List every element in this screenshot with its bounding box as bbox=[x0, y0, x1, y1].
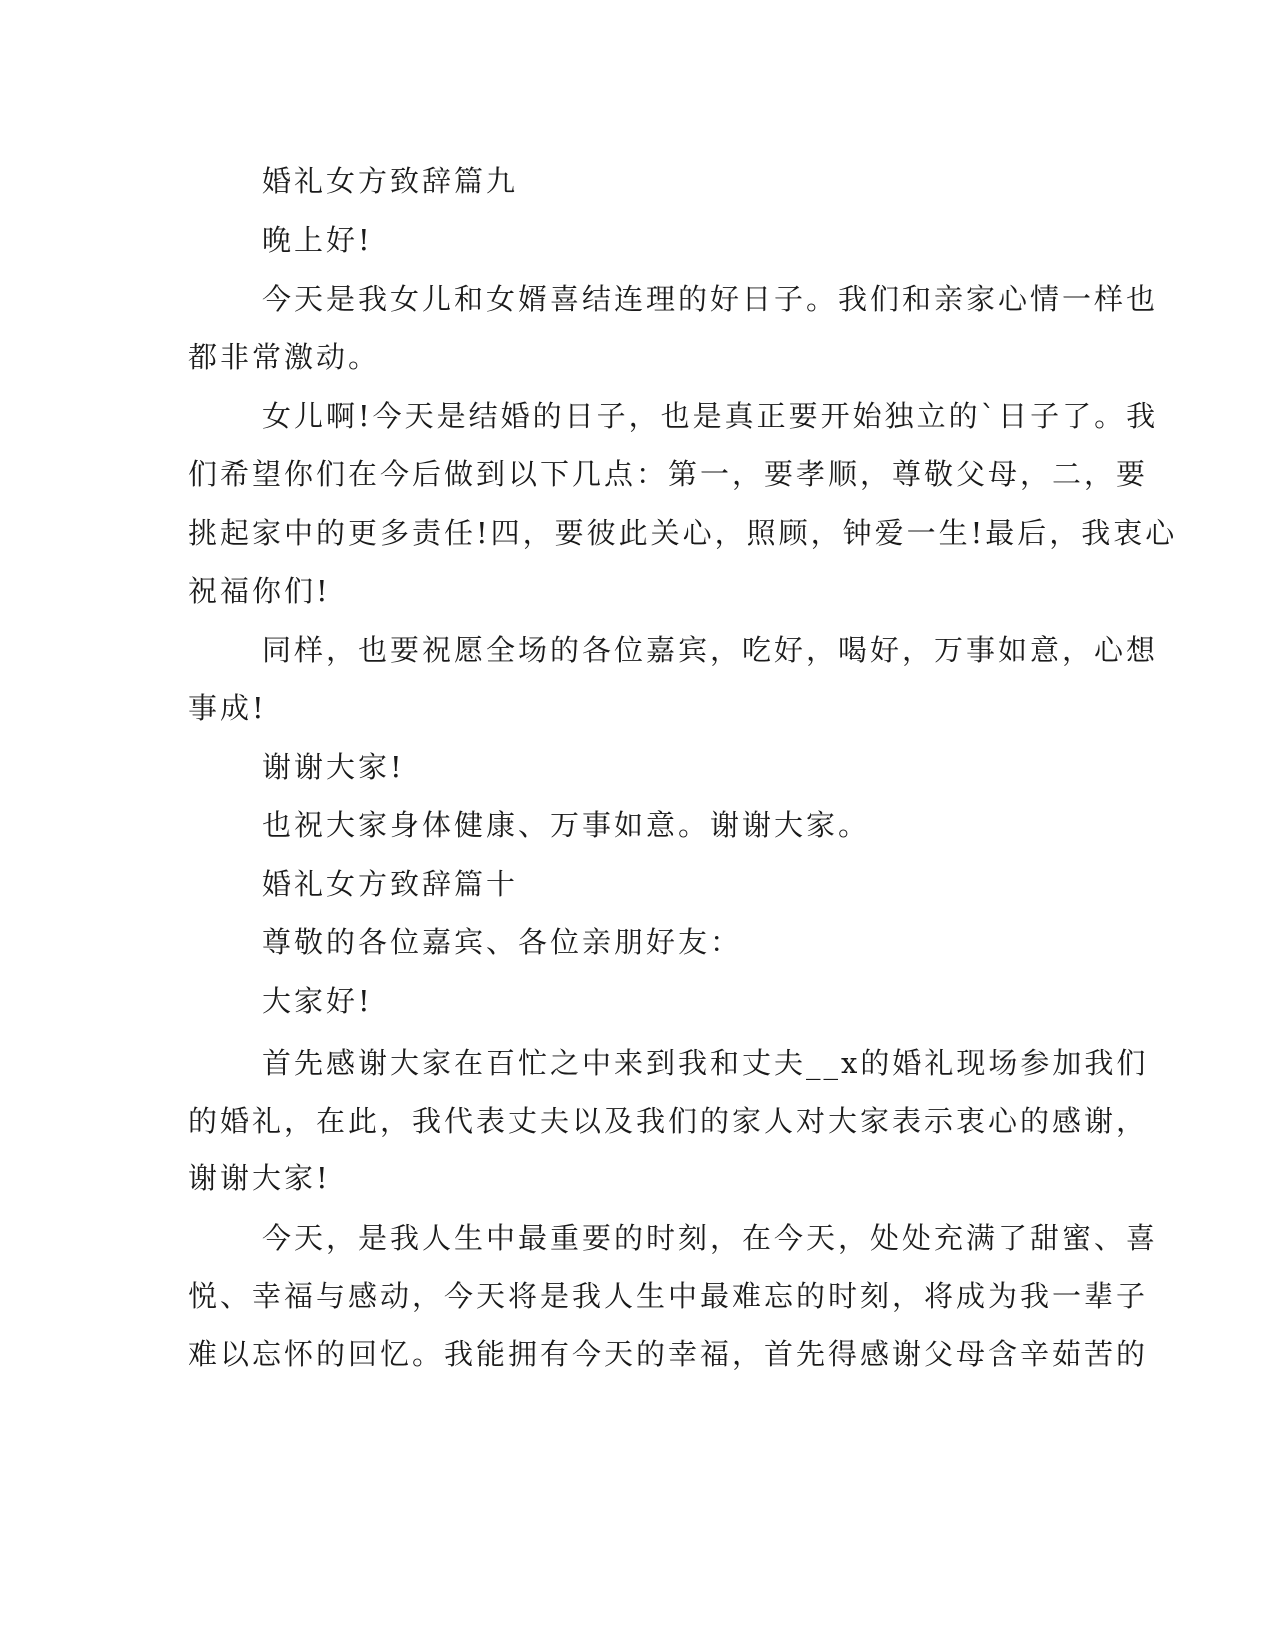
paragraph-line: 谢谢大家! bbox=[262, 750, 405, 784]
greeting-line: 大家好! bbox=[262, 984, 373, 1018]
paragraph-line: 们希望你们在今后做到以下几点：第一，要孝顺，尊敬父母，二，要 bbox=[188, 457, 1149, 491]
paragraph-line: 首先感谢大家在百忙之中来到我和丈夫__x的婚礼现场参加我们 bbox=[262, 1046, 1149, 1080]
paragraph-line: 今天，是我人生中最重要的时刻，在今天，处处充满了甜蜜、喜 bbox=[262, 1221, 1159, 1255]
paragraph-line: 挑起家中的更多责任!四，要彼此关心，照顾，钟爱一生!最后，我衷心 bbox=[188, 516, 1178, 550]
paragraph-line: 女儿啊!今天是结婚的日子，也是真正要开始独立的`日子了。我 bbox=[262, 399, 1159, 433]
paragraph-line: 也祝大家身体健康、万事如意。谢谢大家。 bbox=[262, 808, 871, 842]
section-heading-ten: 婚礼女方致辞篇十 bbox=[262, 867, 519, 901]
paragraph-line: 难以忘怀的回忆。我能拥有今天的幸福，首先得感谢父母含辛茹苦的 bbox=[188, 1337, 1149, 1371]
paragraph-line: 都非常激动。 bbox=[188, 340, 381, 374]
paragraph-line: 今天是我女儿和女婿喜结连理的好日子。我们和亲家心情一样也 bbox=[262, 282, 1159, 316]
paragraph-line: 悦、幸福与感动，今天将是我人生中最难忘的时刻，将成为我一辈子 bbox=[188, 1279, 1149, 1313]
salutation-line: 尊敬的各位嘉宾、各位亲朋好友： bbox=[262, 925, 743, 959]
paragraph-line: 祝福你们! bbox=[188, 574, 331, 608]
paragraph-line: 的婚礼，在此，我代表丈夫以及我们的家人对大家表示衷心的感谢， bbox=[188, 1104, 1149, 1138]
greeting-line: 晚上好! bbox=[262, 223, 373, 257]
paragraph-line: 事成! bbox=[188, 691, 267, 725]
section-heading-nine: 婚礼女方致辞篇九 bbox=[262, 164, 519, 198]
paragraph-line: 同样，也要祝愿全场的各位嘉宾，吃好，喝好，万事如意，心想 bbox=[262, 633, 1159, 667]
paragraph-line: 谢谢大家! bbox=[188, 1161, 331, 1195]
